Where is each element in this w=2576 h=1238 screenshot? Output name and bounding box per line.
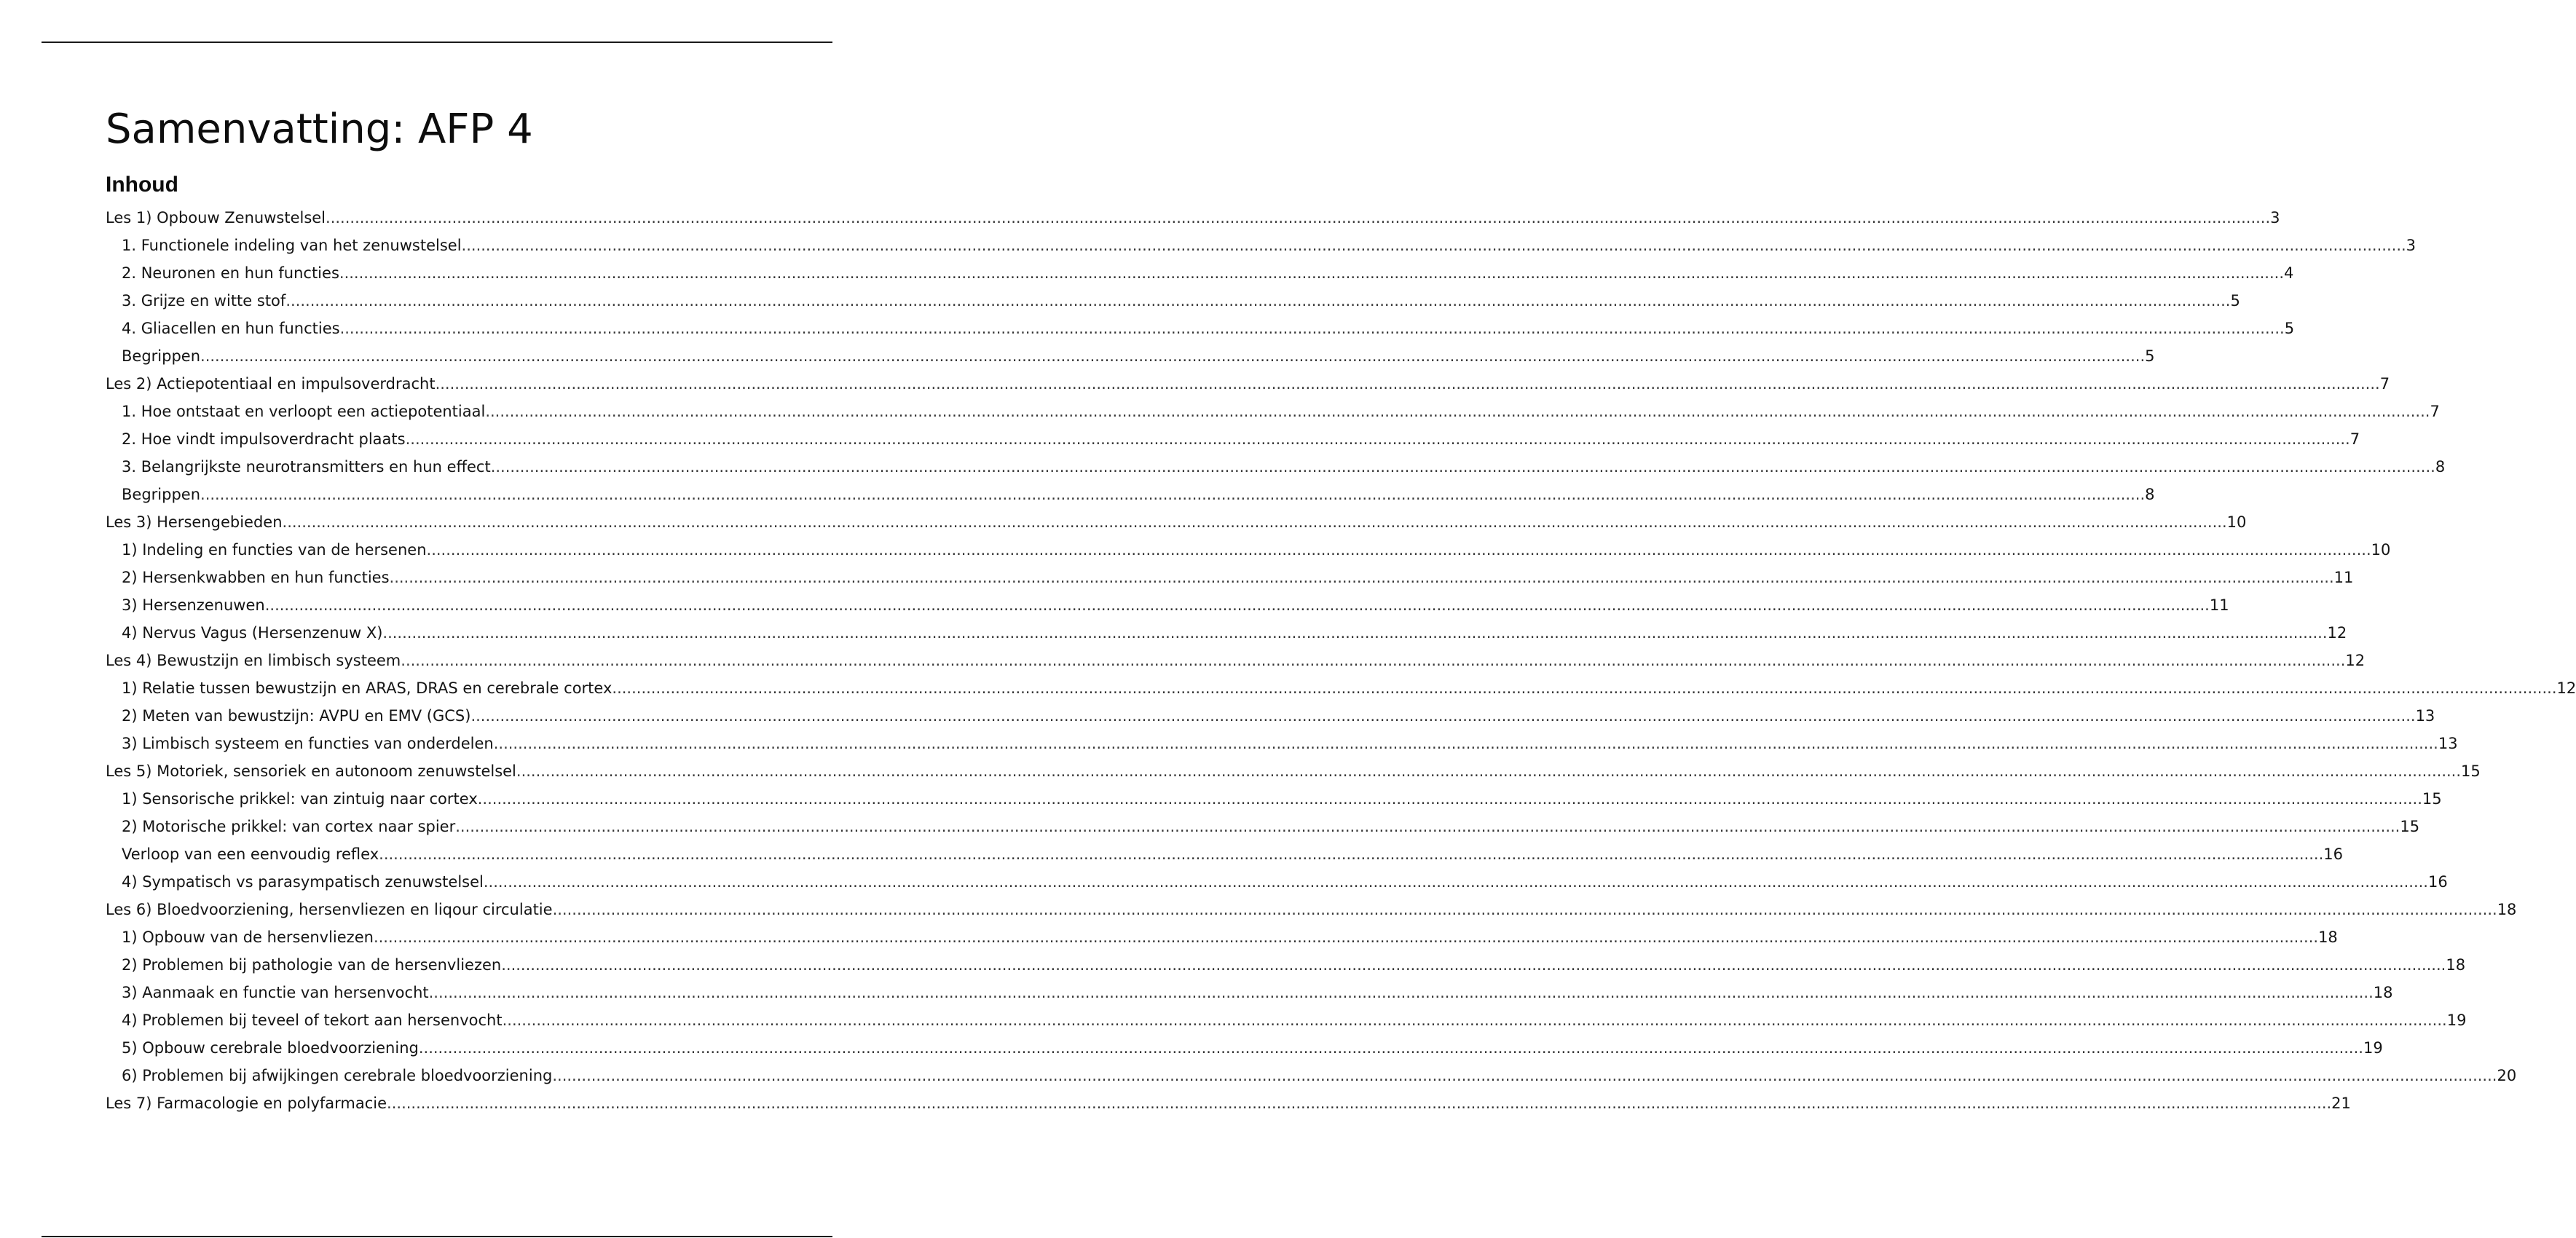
toc-entry[interactable] (106, 840, 2343, 868)
toc-entry[interactable] (106, 287, 2240, 315)
toc-page-number: 5 (2284, 320, 2295, 337)
toc-dot-leader: ................................................................................................................................................................................................................................................................................................................................................................................................................ (373, 928, 2319, 946)
toc-entry-title: 3. Belangrijkste neurotransmitters en hun effect (122, 458, 491, 476)
toc-page-number: 3 (2270, 209, 2280, 226)
toc-entry-title: Les 6) Bloedvoorziening, hersenvliezen en liqour circulatie (106, 901, 553, 918)
toc-page-number: 13 (2415, 707, 2435, 725)
toc-dot-leader: ................................................................................................................................................................................................................................................................................................................................................................................................................ (401, 652, 2346, 669)
toc-entry[interactable] (106, 370, 2390, 398)
toc-dot-leader: ................................................................................................................................................................................................................................................................................................................................................................................................................ (418, 1039, 2363, 1057)
toc-page-number: 12 (2556, 679, 2576, 697)
toc-entry-title: 2. Hoe vindt impulsoverdracht plaats (122, 430, 406, 448)
toc-entry[interactable] (106, 508, 2247, 536)
toc-entry-title: 1) Indeling en functies van de hersenen (122, 541, 427, 559)
toc-page-number: 12 (2327, 624, 2347, 642)
toc-entry-title: 5) Opbouw cerebrale bloedvoorziening (122, 1039, 419, 1057)
toc-entry[interactable] (106, 342, 2155, 370)
toc-entry-title: 1) Sensorische prikkel: van zintuig naar cortex (122, 790, 478, 808)
toc-dot-leader: ................................................................................................................................................................................................................................................................................................................................................................................................................ (470, 707, 2416, 725)
toc-entry[interactable] (106, 896, 2517, 923)
header-rule (42, 42, 832, 43)
toc-dot-leader: ................................................................................................................................................................................................................................................................................................................................................................................................................ (200, 347, 2146, 365)
toc-entry-title: Les 3) Hersengebieden (106, 513, 283, 531)
toc-dot-leader: ................................................................................................................................................................................................................................................................................................................................................................................................................ (379, 845, 2324, 863)
toc-entry-title: Begrippen (122, 486, 201, 503)
toc-entry[interactable] (106, 1062, 2517, 1089)
toc-dot-leader: ................................................................................................................................................................................................................................................................................................................................................................................................................ (461, 237, 2406, 254)
toc-entry[interactable] (106, 1089, 2351, 1117)
toc-dot-leader: ................................................................................................................................................................................................................................................................................................................................................................................................................ (405, 430, 2350, 448)
toc-entry-title: 3) Hersenzenuwen (122, 596, 265, 614)
toc-page-number: 3 (2406, 237, 2417, 254)
toc-dot-leader: ................................................................................................................................................................................................................................................................................................................................................................................................................ (516, 762, 2462, 780)
toc-page-number: 15 (2422, 790, 2442, 808)
toc-entry[interactable] (106, 204, 2280, 232)
toc-page-number: 8 (2435, 458, 2446, 476)
toc-entry[interactable] (106, 979, 2393, 1006)
toc-heading: Inhoud (106, 173, 178, 197)
table-of-contents (106, 204, 2576, 1117)
toc-page-number: 15 (2400, 818, 2420, 835)
toc-entry[interactable] (106, 315, 2295, 342)
toc-entry[interactable] (106, 923, 2338, 951)
toc-page-number: 7 (2430, 403, 2440, 420)
toc-page-number: 21 (2331, 1095, 2351, 1112)
toc-entry[interactable] (106, 813, 2420, 840)
toc-entry-title: 3) Aanmaak en functie van hersenvocht (122, 984, 429, 1001)
toc-entry[interactable] (106, 674, 2576, 702)
toc-entry-title: Begrippen (122, 347, 201, 365)
toc-entry[interactable] (106, 536, 2391, 564)
toc-dot-leader: ................................................................................................................................................................................................................................................................................................................................................................................................................ (612, 679, 2557, 697)
toc-page-number: 15 (2461, 762, 2481, 780)
toc-page-number: 12 (2345, 652, 2366, 669)
toc-page-number: 10 (2371, 541, 2391, 559)
toc-entry[interactable] (106, 702, 2435, 730)
toc-entry[interactable] (106, 453, 2446, 481)
toc-entry-title: 2) Motorische prikkel: van cortex naar spier (122, 818, 456, 835)
toc-entry-title: 4) Problemen bij teveel of tekort aan hersenvocht (122, 1012, 503, 1029)
toc-entry[interactable] (106, 951, 2466, 979)
toc-dot-leader: ................................................................................................................................................................................................................................................................................................................................................................................................................ (389, 569, 2334, 586)
toc-page-number: 18 (2373, 984, 2393, 1001)
toc-page-number: 19 (2446, 1012, 2467, 1029)
toc-page-number: 5 (2145, 347, 2155, 365)
toc-entry-title: 2) Hersenkwabben en hun functies (122, 569, 390, 586)
toc-page-number: 16 (2323, 845, 2343, 863)
toc-entry[interactable] (106, 868, 2448, 896)
toc-dot-leader: ................................................................................................................................................................................................................................................................................................................................................................................................................ (490, 458, 2435, 476)
toc-entry[interactable] (106, 1006, 2467, 1034)
toc-entry[interactable] (106, 730, 2458, 757)
toc-page-number: 16 (2427, 873, 2448, 891)
toc-entry-title: 4) Sympatisch vs parasympatisch zenuwstelsel (122, 873, 484, 891)
toc-page-number: 13 (2438, 735, 2458, 752)
toc-entry-title: 4) Nervus Vagus (Hersenzenuw X) (122, 624, 383, 642)
footer-rule (42, 1236, 832, 1237)
toc-entry-title: 3) Limbisch systeem en functies van onderdelen (122, 735, 494, 752)
toc-page-number: 11 (2333, 569, 2354, 586)
toc-page-number: 11 (2209, 596, 2229, 614)
toc-page-number: 7 (2349, 430, 2360, 448)
toc-page-number: 20 (2497, 1067, 2517, 1084)
toc-entry[interactable] (106, 647, 2366, 674)
toc-entry-title: 1) Relatie tussen bewustzijn en ARAS, DRAS en cerebrale cortex (122, 679, 613, 697)
toc-entry-title: Les 2) Actiepotentiaal en impulsoverdracht (106, 375, 436, 393)
toc-dot-leader: ................................................................................................................................................................................................................................................................................................................................................................................................................ (502, 1012, 2447, 1029)
toc-entry-title: 1. Hoe ontstaat en verloopt een actiepotentiaal (122, 403, 486, 420)
toc-page-number: 8 (2145, 486, 2155, 503)
toc-entry-title: Les 4) Bewustzijn en limbisch systeem (106, 652, 401, 669)
toc-dot-leader: ................................................................................................................................................................................................................................................................................................................................................................................................................ (483, 873, 2428, 891)
toc-entry[interactable] (106, 425, 2360, 453)
toc-page-number: 18 (2446, 956, 2466, 974)
toc-dot-leader: ................................................................................................................................................................................................................................................................................................................................................................................................................ (428, 984, 2374, 1001)
toc-dot-leader: ................................................................................................................................................................................................................................................................................................................................................................................................................ (455, 818, 2400, 835)
toc-dot-leader: ................................................................................................................................................................................................................................................................................................................................................................................................................ (200, 486, 2146, 503)
toc-entry-title: 2) Meten van bewustzijn: AVPU en EMV (GCS) (122, 707, 471, 725)
toc-entry[interactable] (106, 398, 2440, 425)
toc-entry[interactable] (106, 564, 2354, 591)
toc-dot-leader: ................................................................................................................................................................................................................................................................................................................................................................................................................ (282, 513, 2227, 531)
toc-page-number: 18 (2318, 928, 2338, 946)
toc-dot-leader: ................................................................................................................................................................................................................................................................................................................................................................................................................ (493, 735, 2438, 752)
toc-entry-title: 2. Neuronen en hun functies (122, 264, 339, 282)
toc-page-number: 19 (2363, 1039, 2383, 1057)
toc-entry-title: 1. Functionele indeling van het zenuwstelsel (122, 237, 462, 254)
toc-dot-leader: ................................................................................................................................................................................................................................................................................................................................................................................................................ (264, 596, 2210, 614)
toc-entry[interactable] (106, 785, 2442, 813)
toc-dot-leader: ................................................................................................................................................................................................................................................................................................................................................................................................................ (552, 901, 2497, 918)
toc-entry-title: Les 7) Farmacologie en polyfarmacie (106, 1095, 387, 1112)
toc-entry-title: 3. Grijze en witte stof (122, 292, 286, 310)
toc-page-number: 4 (2284, 264, 2294, 282)
toc-entry[interactable] (106, 481, 2155, 508)
toc-entry[interactable] (106, 259, 2294, 287)
toc-entry-title: Les 5) Motoriek, sensoriek en autonoom zenuwstelsel (106, 762, 516, 780)
toc-dot-leader: ................................................................................................................................................................................................................................................................................................................................................................................................................ (285, 292, 2231, 310)
toc-page-number: 18 (2497, 901, 2517, 918)
toc-entry-title: 2) Problemen bij pathologie van de hersenvliezen (122, 956, 502, 974)
document-title: Samenvatting: AFP 4 (106, 106, 533, 153)
toc-dot-leader: ................................................................................................................................................................................................................................................................................................................................................................................................................ (426, 541, 2371, 559)
toc-dot-leader: ................................................................................................................................................................................................................................................................................................................................................................................................................ (326, 209, 2271, 226)
toc-entry[interactable] (106, 232, 2417, 259)
toc-entry-title: 6) Problemen bij afwijkingen cerebrale bloedvoorziening (122, 1067, 553, 1084)
toc-entry[interactable] (106, 757, 2481, 785)
toc-dot-leader: ................................................................................................................................................................................................................................................................................................................................................................................................................ (477, 790, 2422, 808)
toc-entry[interactable] (106, 591, 2229, 619)
toc-dot-leader: ................................................................................................................................................................................................................................................................................................................................................................................................................ (387, 1095, 2332, 1112)
toc-page-number: 7 (2379, 375, 2390, 393)
toc-dot-leader: ................................................................................................................................................................................................................................................................................................................................................................................................................ (339, 320, 2285, 337)
toc-page-number: 5 (2230, 292, 2240, 310)
toc-entry-title: Verloop van een eenvoudig reflex (122, 845, 379, 863)
toc-dot-leader: ................................................................................................................................................................................................................................................................................................................................................................................................................ (501, 956, 2446, 974)
toc-dot-leader: ................................................................................................................................................................................................................................................................................................................................................................................................................ (382, 624, 2328, 642)
toc-dot-leader: ................................................................................................................................................................................................................................................................................................................................................................................................................ (435, 375, 2380, 393)
toc-entry-title: 1) Opbouw van de hersenvliezen (122, 928, 374, 946)
toc-entry[interactable] (106, 619, 2347, 647)
toc-dot-leader: ................................................................................................................................................................................................................................................................................................................................................................................................................ (552, 1067, 2497, 1084)
toc-entry-title: Les 1) Opbouw Zenuwstelsel (106, 209, 326, 226)
toc-dot-leader: ................................................................................................................................................................................................................................................................................................................................................................................................................ (339, 264, 2285, 282)
toc-dot-leader: ................................................................................................................................................................................................................................................................................................................................................................................................................ (485, 403, 2430, 420)
toc-page-number: 10 (2226, 513, 2247, 531)
toc-entry[interactable] (106, 1034, 2383, 1062)
toc-entry-title: 4. Gliacellen en hun functies (122, 320, 340, 337)
